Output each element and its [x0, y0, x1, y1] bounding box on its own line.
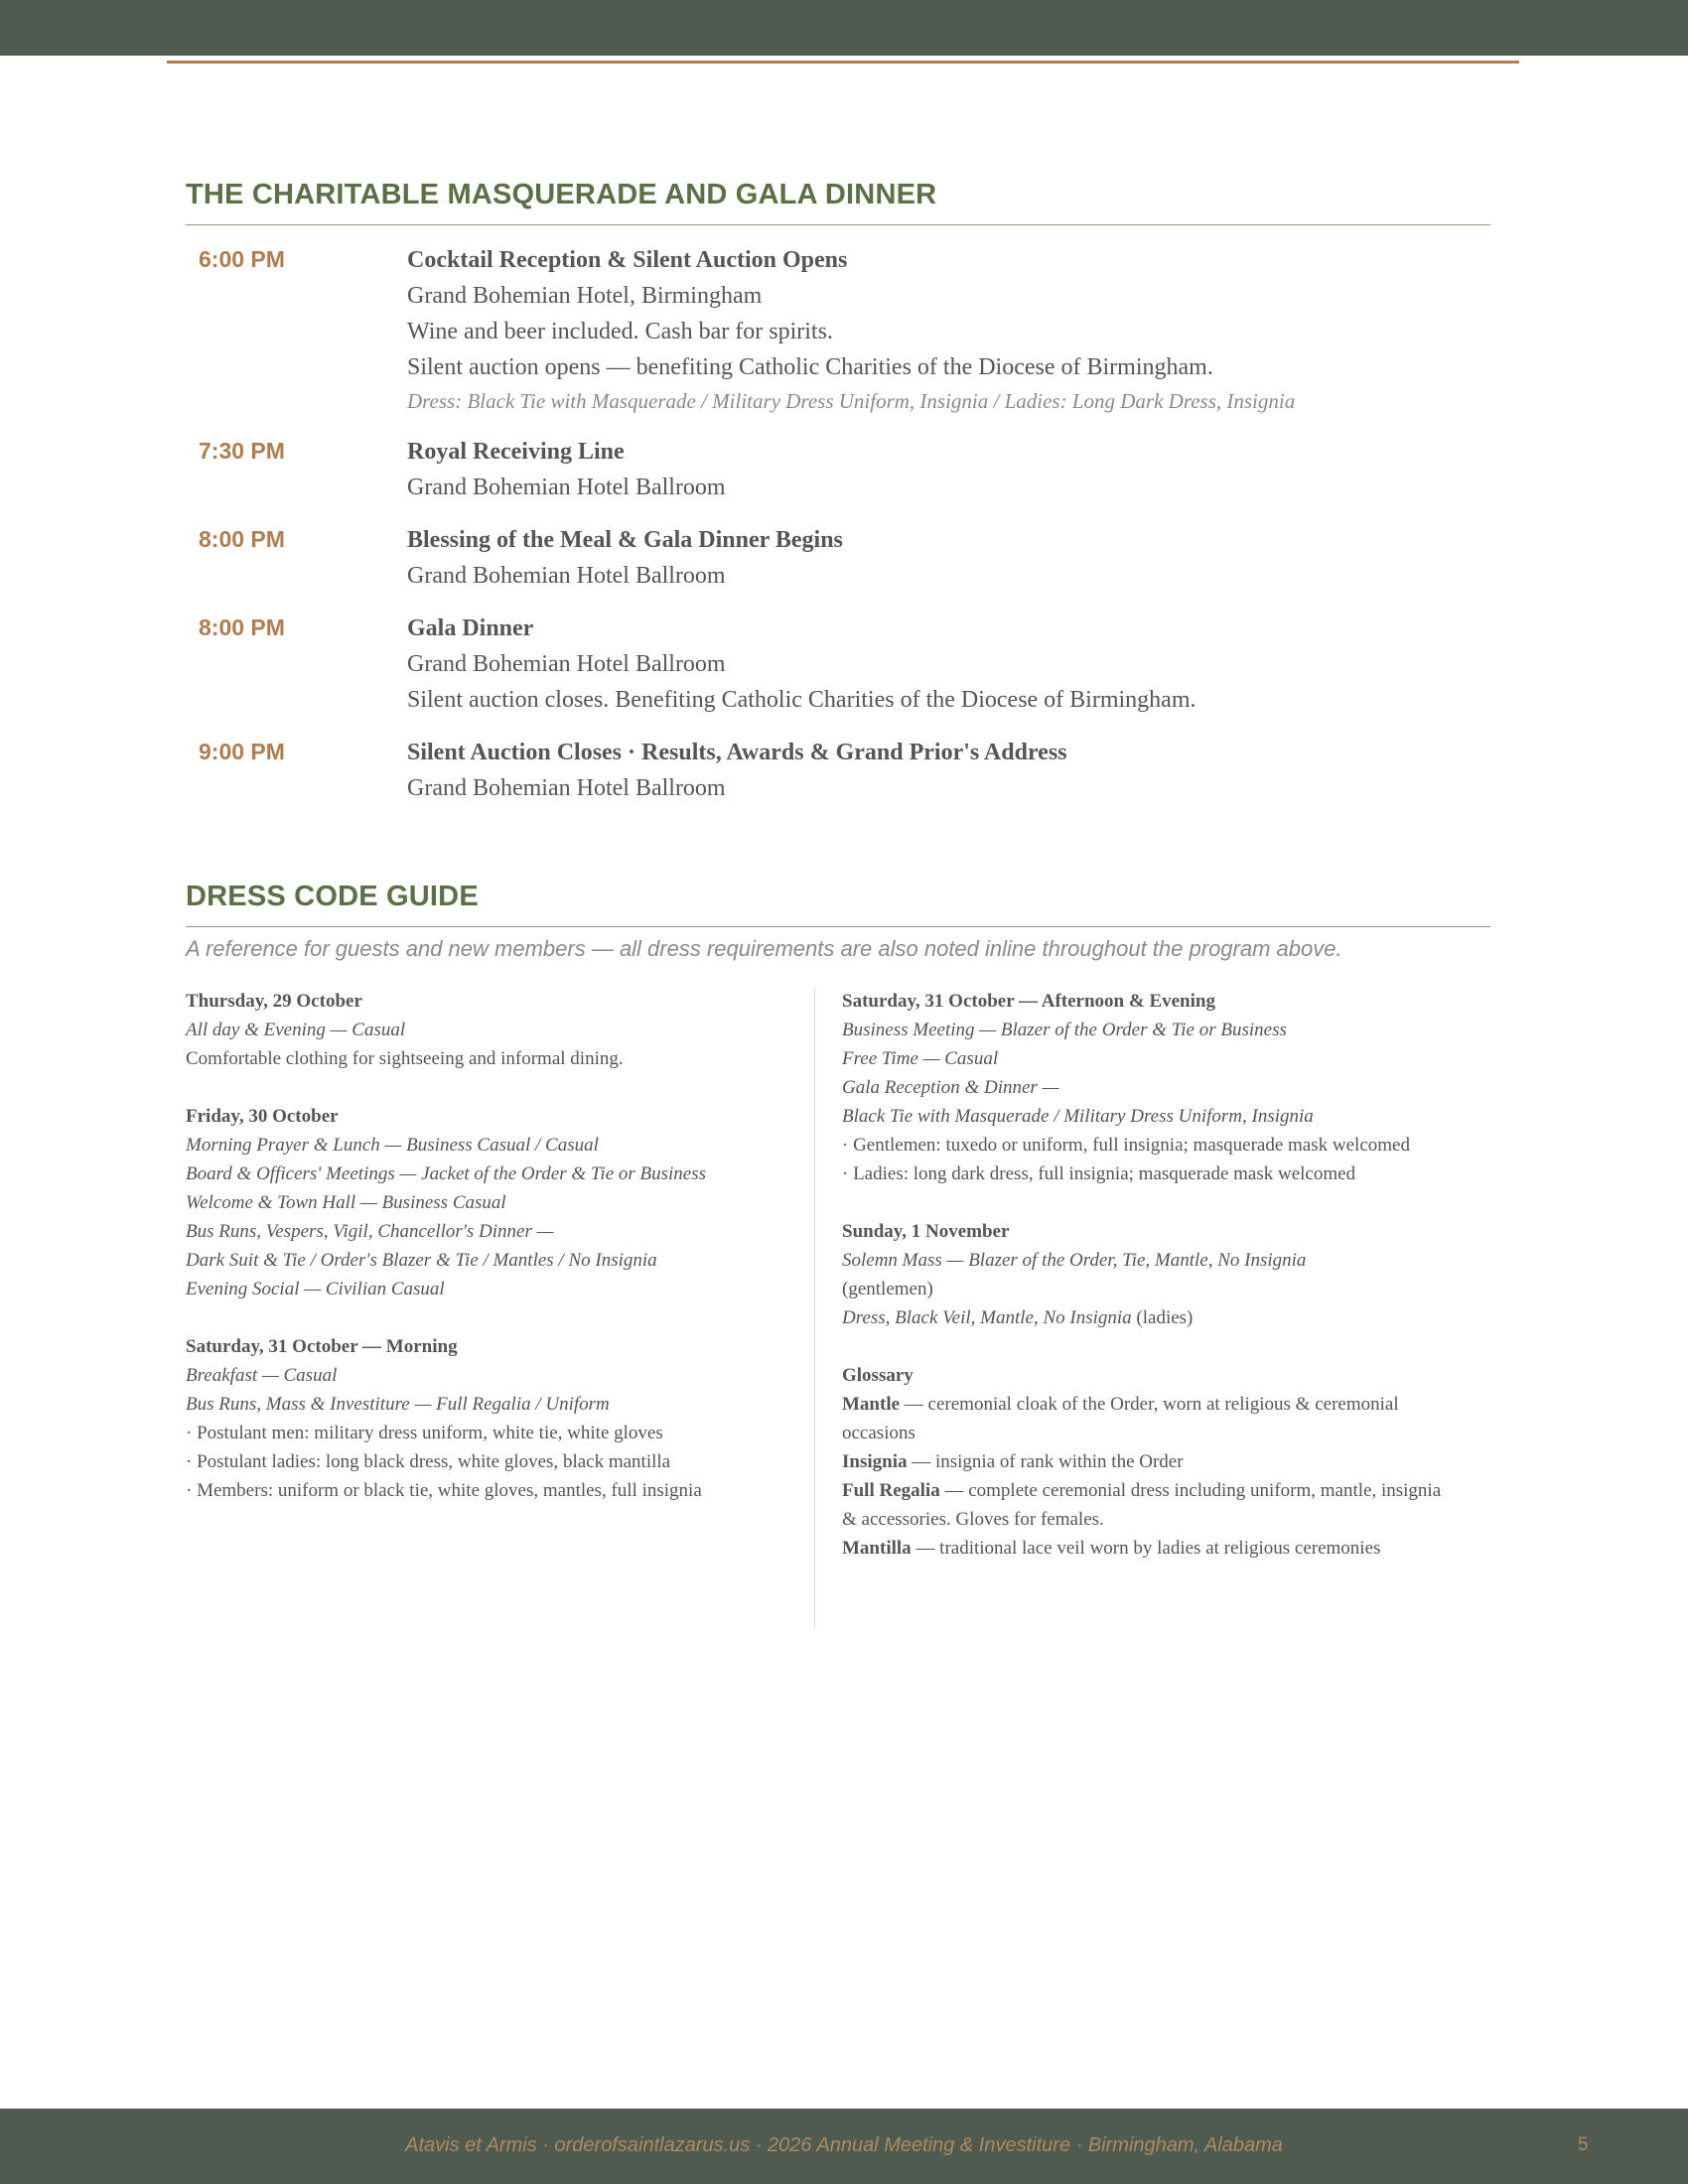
- dress-line: [186, 1160, 801, 1188]
- dress-line-text: Breakfast — Casual: [186, 1365, 338, 1386]
- dress-line-text: · Members: uniform or black tie, white gloves, mantles, full insignia: [186, 1480, 702, 1501]
- event-time: 9:00 PM: [199, 739, 285, 764]
- event-body: [407, 522, 1496, 594]
- dress-column-right: [842, 987, 1448, 1591]
- dress-block: [842, 1217, 1448, 1332]
- dress-column-left: [186, 987, 801, 1534]
- event-time: 8:00 PM: [199, 614, 285, 640]
- dress-line: [186, 1016, 801, 1044]
- dress-line: [842, 1044, 1448, 1073]
- glossary-entry: [842, 1447, 1448, 1476]
- event-dress-note: Dress: Black Tie with Masquerade / Military Dress Uniform, Insignia / Ladies: Long Dark Dress, Insignia: [407, 389, 1296, 413]
- glossary-definition: — insignia of rank within the Order: [907, 1451, 1184, 1472]
- schedule-event: [186, 611, 1496, 718]
- dress-line: [186, 1275, 801, 1303]
- dress-line: [842, 1303, 1448, 1332]
- event-title: Gala Dinner: [407, 615, 534, 641]
- glossary-term: Insignia: [842, 1451, 908, 1472]
- dress-line: [186, 1419, 801, 1447]
- glossary-definition: — ceremonial cloak of the Order, worn at religious & ceremonial occasions: [842, 1394, 1399, 1443]
- dress-line: [186, 1447, 801, 1476]
- dress-line: [186, 1044, 801, 1073]
- dress-line: [842, 1102, 1448, 1131]
- dress-line-text: · Ladies: long dark dress, full insignia; masquerade mask welcomed: [842, 1163, 1356, 1184]
- dress-block: [186, 1332, 801, 1505]
- event-body: [407, 242, 1496, 417]
- dress-line: [842, 1275, 1448, 1303]
- dress-line: [842, 1160, 1448, 1188]
- dress-line-suffix: (ladies): [1131, 1307, 1194, 1328]
- dress-day-heading: Glossary: [842, 1365, 914, 1386]
- dress-line: [842, 1073, 1448, 1102]
- dress-line: [186, 1131, 801, 1160]
- dress-line: [186, 1390, 801, 1419]
- dress-line-text: Morning Prayer & Lunch — Business Casual / Casual: [186, 1135, 599, 1156]
- glossary-term: Full Regalia: [842, 1480, 940, 1501]
- dress-block: [186, 1102, 801, 1303]
- gala-schedule: [186, 242, 1496, 823]
- dress-line-text: Dark Suit & Tie / Order's Blazer & Tie / Mantles / No Insignia: [186, 1250, 657, 1271]
- dress-line-text: Dress, Black Veil, Mantle, No Insignia: [842, 1307, 1132, 1328]
- gala-section-rule: [186, 224, 1490, 225]
- dress-line-text: Comfortable clothing for sightseeing and informal dining.: [186, 1048, 624, 1069]
- header-rule: [167, 61, 1519, 64]
- dress-section-title: DRESS CODE GUIDE: [186, 881, 479, 912]
- dress-day-heading: Friday, 30 October: [186, 1106, 339, 1127]
- event-body: [407, 735, 1496, 806]
- event-body: [407, 434, 1496, 505]
- header-band: [0, 0, 1688, 56]
- glossary-definition: — traditional lace veil worn by ladies at religious ceremonies: [911, 1538, 1381, 1559]
- dress-section-rule: [186, 926, 1490, 927]
- event-title: Silent Auction Closes · Results, Awards & Grand Prior's Address: [407, 740, 1067, 765]
- dress-line-text: Business Meeting — Blazer of the Order & Tie or Business: [842, 1020, 1287, 1040]
- gala-section-title: THE CHARITABLE MASQUERADE AND GALA DINNER: [186, 179, 937, 210]
- schedule-event: [186, 242, 1496, 417]
- dress-line: [186, 1246, 801, 1275]
- dress-block: [842, 987, 1448, 1188]
- dress-line: [842, 1016, 1448, 1044]
- event-detail: Grand Bohemian Hotel Ballroom: [407, 775, 726, 801]
- glossary-entry: [842, 1390, 1448, 1447]
- dress-line-text: Welcome & Town Hall — Business Casual: [186, 1192, 506, 1213]
- glossary-entry: [842, 1534, 1448, 1563]
- dress-line-text: Black Tie with Masquerade / Military Dress Uniform, Insignia: [842, 1106, 1314, 1127]
- dress-day-heading: Saturday, 31 October — Afternoon & Evening: [842, 991, 1215, 1012]
- event-title: Royal Receiving Line: [407, 439, 625, 465]
- page-number: 5: [1578, 2134, 1589, 2155]
- event-title: Cocktail Reception & Silent Auction Opens: [407, 247, 848, 273]
- event-detail: Wine and beer included. Cash bar for spirits.: [407, 319, 833, 344]
- dress-line-text: Gala Reception & Dinner —: [842, 1077, 1059, 1098]
- event-detail: Grand Bohemian Hotel Ballroom: [407, 651, 726, 677]
- schedule-event: [186, 434, 1496, 505]
- event-detail: Silent auction closes. Benefiting Catholic Charities of the Diocese of Birmingham.: [407, 687, 1196, 713]
- event-time: 6:00 PM: [199, 246, 285, 272]
- dress-line-text: · Postulant ladies: long black dress, white gloves, black mantilla: [186, 1451, 671, 1472]
- glossary-term: Mantle: [842, 1394, 901, 1415]
- dress-intro: A reference for guests and new members — all dress requirements are also noted inline throughout the program above.: [186, 936, 1342, 961]
- glossary-entry: [842, 1476, 1448, 1534]
- event-time: 7:30 PM: [199, 438, 285, 464]
- dress-line: [186, 1361, 801, 1390]
- dress-block: [842, 1361, 1448, 1563]
- schedule-event: [186, 735, 1496, 806]
- glossary-term: Mantilla: [842, 1538, 912, 1559]
- footer-band: [0, 2109, 1688, 2184]
- dress-line-text: · Postulant men: military dress uniform, white tie, white gloves: [186, 1423, 663, 1443]
- dress-line-text: Bus Runs, Mass & Investiture — Full Regalia / Uniform: [186, 1394, 610, 1415]
- dress-line-text: All day & Evening — Casual: [186, 1020, 406, 1040]
- column-divider: [814, 988, 815, 1628]
- event-title: Blessing of the Meal & Gala Dinner Begins: [407, 527, 843, 553]
- glossary-definition: — complete ceremonial dress including uniform, mantle, insignia & accessories. Gloves for females.: [842, 1480, 1442, 1530]
- dress-day-heading: Thursday, 29 October: [186, 991, 362, 1012]
- dress-line: [186, 1476, 801, 1505]
- event-detail: Grand Bohemian Hotel, Birmingham: [407, 283, 763, 309]
- dress-block: [186, 987, 801, 1073]
- dress-day-heading: Sunday, 1 November: [842, 1221, 1010, 1242]
- dress-line-text: Bus Runs, Vespers, Vigil, Chancellor's Dinner —: [186, 1221, 554, 1242]
- dress-line: [842, 1131, 1448, 1160]
- dress-line-text: Board & Officers' Meetings — Jacket of the Order & Tie or Business: [186, 1163, 707, 1184]
- footer-text: Atavis et Armis · orderofsaintlazarus.us · 2026 Annual Meeting & Investiture · Birmingham, Alabama: [405, 2134, 1283, 2156]
- event-detail: Silent auction opens — benefiting Catholic Charities of the Diocese of Birmingham.: [407, 354, 1213, 380]
- event-time: 8:00 PM: [199, 526, 285, 552]
- event-body: [407, 611, 1496, 718]
- dress-line: [186, 1188, 801, 1217]
- dress-line-text: Free Time — Casual: [842, 1048, 999, 1069]
- dress-line: [842, 1246, 1448, 1275]
- dress-line: [186, 1217, 801, 1246]
- dress-line-text: (gentlemen): [842, 1279, 933, 1299]
- dress-line-text: Evening Social — Civilian Casual: [186, 1279, 445, 1299]
- schedule-event: [186, 522, 1496, 594]
- dress-day-heading: Saturday, 31 October — Morning: [186, 1336, 458, 1357]
- dress-line-text: · Gentlemen: tuxedo or uniform, full insignia; masquerade mask welcomed: [842, 1135, 1410, 1156]
- event-detail: Grand Bohemian Hotel Ballroom: [407, 563, 726, 589]
- dress-line-text: Solemn Mass — Blazer of the Order, Tie, Mantle, No Insignia: [842, 1250, 1307, 1271]
- event-detail: Grand Bohemian Hotel Ballroom: [407, 475, 726, 500]
